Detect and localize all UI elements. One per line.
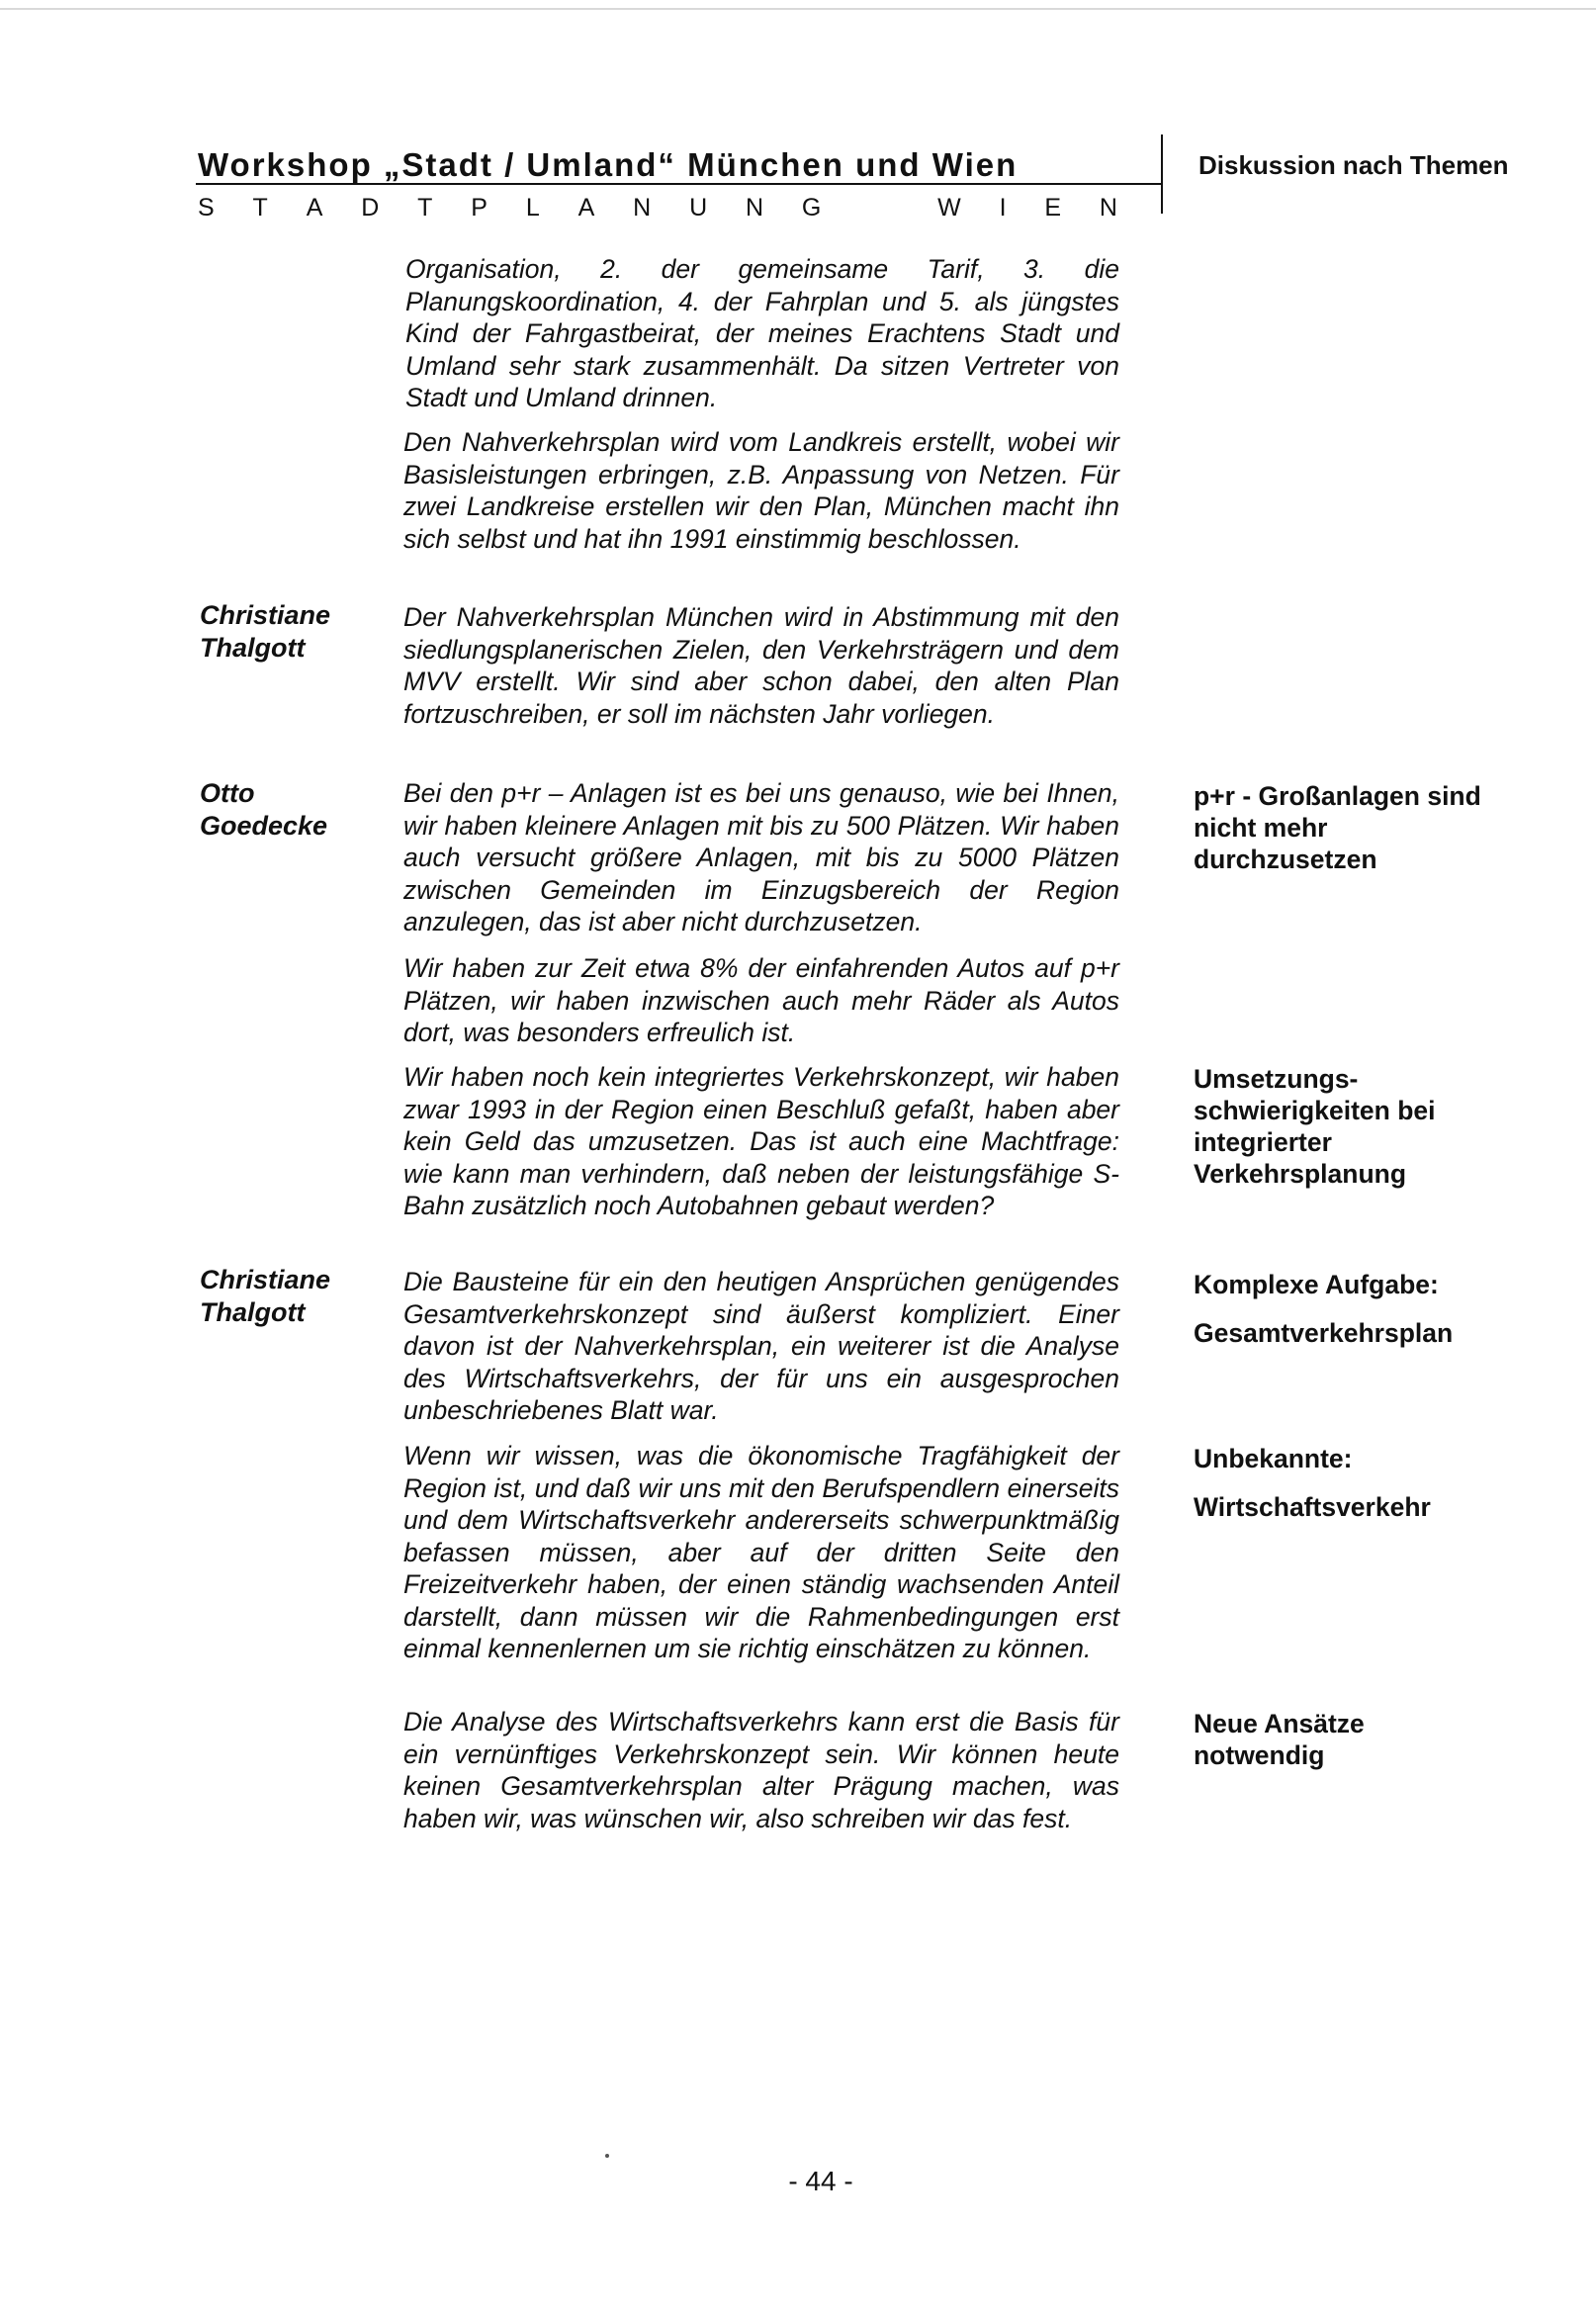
note-line: Umsetzungs- [1194,1064,1359,1094]
speaker-last-name: Goedecke [200,811,328,841]
speaker-name [200,599,378,665]
header-divider [1161,134,1163,214]
body-paragraph: Der Nahverkehrsplan München wird in Abstimmung mit den siedlungsplanerischen Zielen, den Verkehrsträgern und dem MVV erstellt. Wir sind aber schon dabei, den alten Plan fortzuschreiben, er soll im nächsten Jahr vorliegen. [403,602,1119,729]
speaker-name [200,1264,378,1329]
margin-note [1194,1063,1550,1190]
subtitle-letter: E [1044,194,1062,222]
note-line: nicht mehr [1194,813,1328,843]
body-paragraph: Wenn wir wissen, was die ökonomische Tragfähigkeit der Region ist, und daß wir uns mit den Berufspendlern einerseits und dem Wirtschaftsverkehr andererseits schwerpunktmäßig befassen müssen, aber auf der dritten Seite den Freizeitverkehr haben, der einen ständig wachsenden Anteil darstellt, dann müssen wir die Rahmenbedingungen erst einmal kennenlernen um sie richtig einschätzen zu können. [403,1441,1119,1663]
section-heading: Diskussion nach Themen [1198,150,1509,180]
note-line: durchzusetzen [1194,845,1377,874]
subtitle-letter: D [361,194,380,222]
body-paragraph: Organisation, 2. der gemeinsame Tarif, 3. die Planungskoordination, 4. der Fahrplan und 5. als jüngstes Kind der Fahrgastbeirat, der meines Erachtens Stadt und Umland sehr stark zusammenhält. Da sitzen Vertreter von Stadt und Umland drinnen. [405,254,1119,412]
note-line: Unbekannte: [1194,1444,1353,1473]
margin-note [1194,1269,1550,1349]
body-paragraph: Die Analyse des Wirtschaftsverkehrs kann erst die Basis für ein vernünftiges Verkehrskonzept sein. Wir können heute keinen Gesamtverkehrsplan alter Prägung machen, was haben wir, was wünschen wir, also schreiben wir das fest. [403,1707,1119,1833]
body-paragraph: Bei den p+r – Anlagen ist es bei uns genauso, wie bei Ihnen, wir haben kleinere Anlagen mit bis zu 500 Plätzen. Wir haben auch versucht größere Anlagen, mit bis zu 5000 Plätzen zwischen Gemeinden im Einzugsbereich der Region anzulegen, das ist aber nicht durchzusetzen. [403,778,1119,936]
header-subtitle [198,194,1117,223]
body-paragraph: Wir haben zur Zeit etwa 8% der einfahrenden Autos auf p+r Plätzen, wir haben inzwischen auch mehr Räder als Autos dort, was besonders erfreulich ist. [403,953,1119,1047]
note-line: Komplexe Aufgabe: [1194,1270,1439,1299]
subtitle-letter: N [1099,194,1117,222]
body-paragraph: Den Nahverkehrsplan wird vom Landkreis erstellt, wobei wir Basisleistungen erbringen, z.B. Anpassung von Netzen. Für zwei Landkreise erstellen wir den Plan, München macht ihn sich selbst und hat ihn 1991 einstimmig beschlossen. [403,427,1119,554]
speaker-first-name: Christiane [200,600,331,630]
subtitle-letter: S [198,194,215,222]
margin-note [1194,780,1550,875]
speaker-last-name: Thalgott [200,633,306,663]
subtitle-gap [859,194,899,223]
scan-speck [605,2154,609,2158]
note-line: Neue Ansätze [1194,1709,1365,1738]
subtitle-letter: W [937,194,961,222]
subtitle-letter: A [577,194,595,222]
subtitle-letter: I [999,194,1007,222]
page-number: - 44 - [788,2166,853,2196]
note-line: Verkehrsplanung [1194,1159,1407,1189]
speaker-name [200,777,378,843]
note-line: integrierter [1194,1127,1332,1157]
subtitle-letter: T [252,194,268,222]
note-line: Wirtschaftsverkehr [1194,1492,1431,1522]
note-line: Gesamtverkehrsplan [1194,1318,1454,1348]
subtitle-letter: N [633,194,652,222]
body-paragraph: Die Bausteine für ein den heutigen Ansprüchen genügendes Gesamtverkehrskonzept sind äußerst kompliziert. Einer davon ist der Nahverkehrsplan, ein weiterer ist die Analyse des Wirtschaftsverkehrs, der für uns ein ausgesprochen unbeschriebenes Blatt war. [403,1267,1119,1425]
note-line: p+r - Großanlagen sind [1194,781,1481,811]
body-paragraph: Wir haben noch kein integriertes Verkehrskonzept, wir haben zwar 1993 in der Region einen Beschluß gefaßt, haben aber kein Geld das umzusetzen. Das ist auch eine Machtfrage: wie kann man verhindern, daß neben der leistungsfähige S-Bahn zusätzlich noch Autobahnen gebaut werden? [403,1062,1119,1220]
subtitle-letter: N [746,194,764,222]
subtitle-letter: T [417,194,433,222]
note-line: notwendig [1194,1740,1325,1770]
speaker-last-name: Thalgott [200,1297,306,1327]
header-title: Workshop „Stadt / Umland“ München und Wien [198,146,1019,183]
margin-note [1194,1443,1550,1523]
scan-edge-line [0,8,1596,10]
subtitle-letter: L [525,194,540,222]
subtitle-letter: U [689,194,708,222]
subtitle-letter: G [801,194,822,222]
margin-note [1194,1708,1550,1771]
speaker-first-name: Christiane [200,1265,331,1294]
header-rule [196,183,1161,185]
note-line: schwierigkeiten bei [1194,1096,1436,1125]
subtitle-letter: P [471,194,488,222]
subtitle-letter: A [306,194,323,222]
speaker-first-name: Otto [200,778,255,808]
